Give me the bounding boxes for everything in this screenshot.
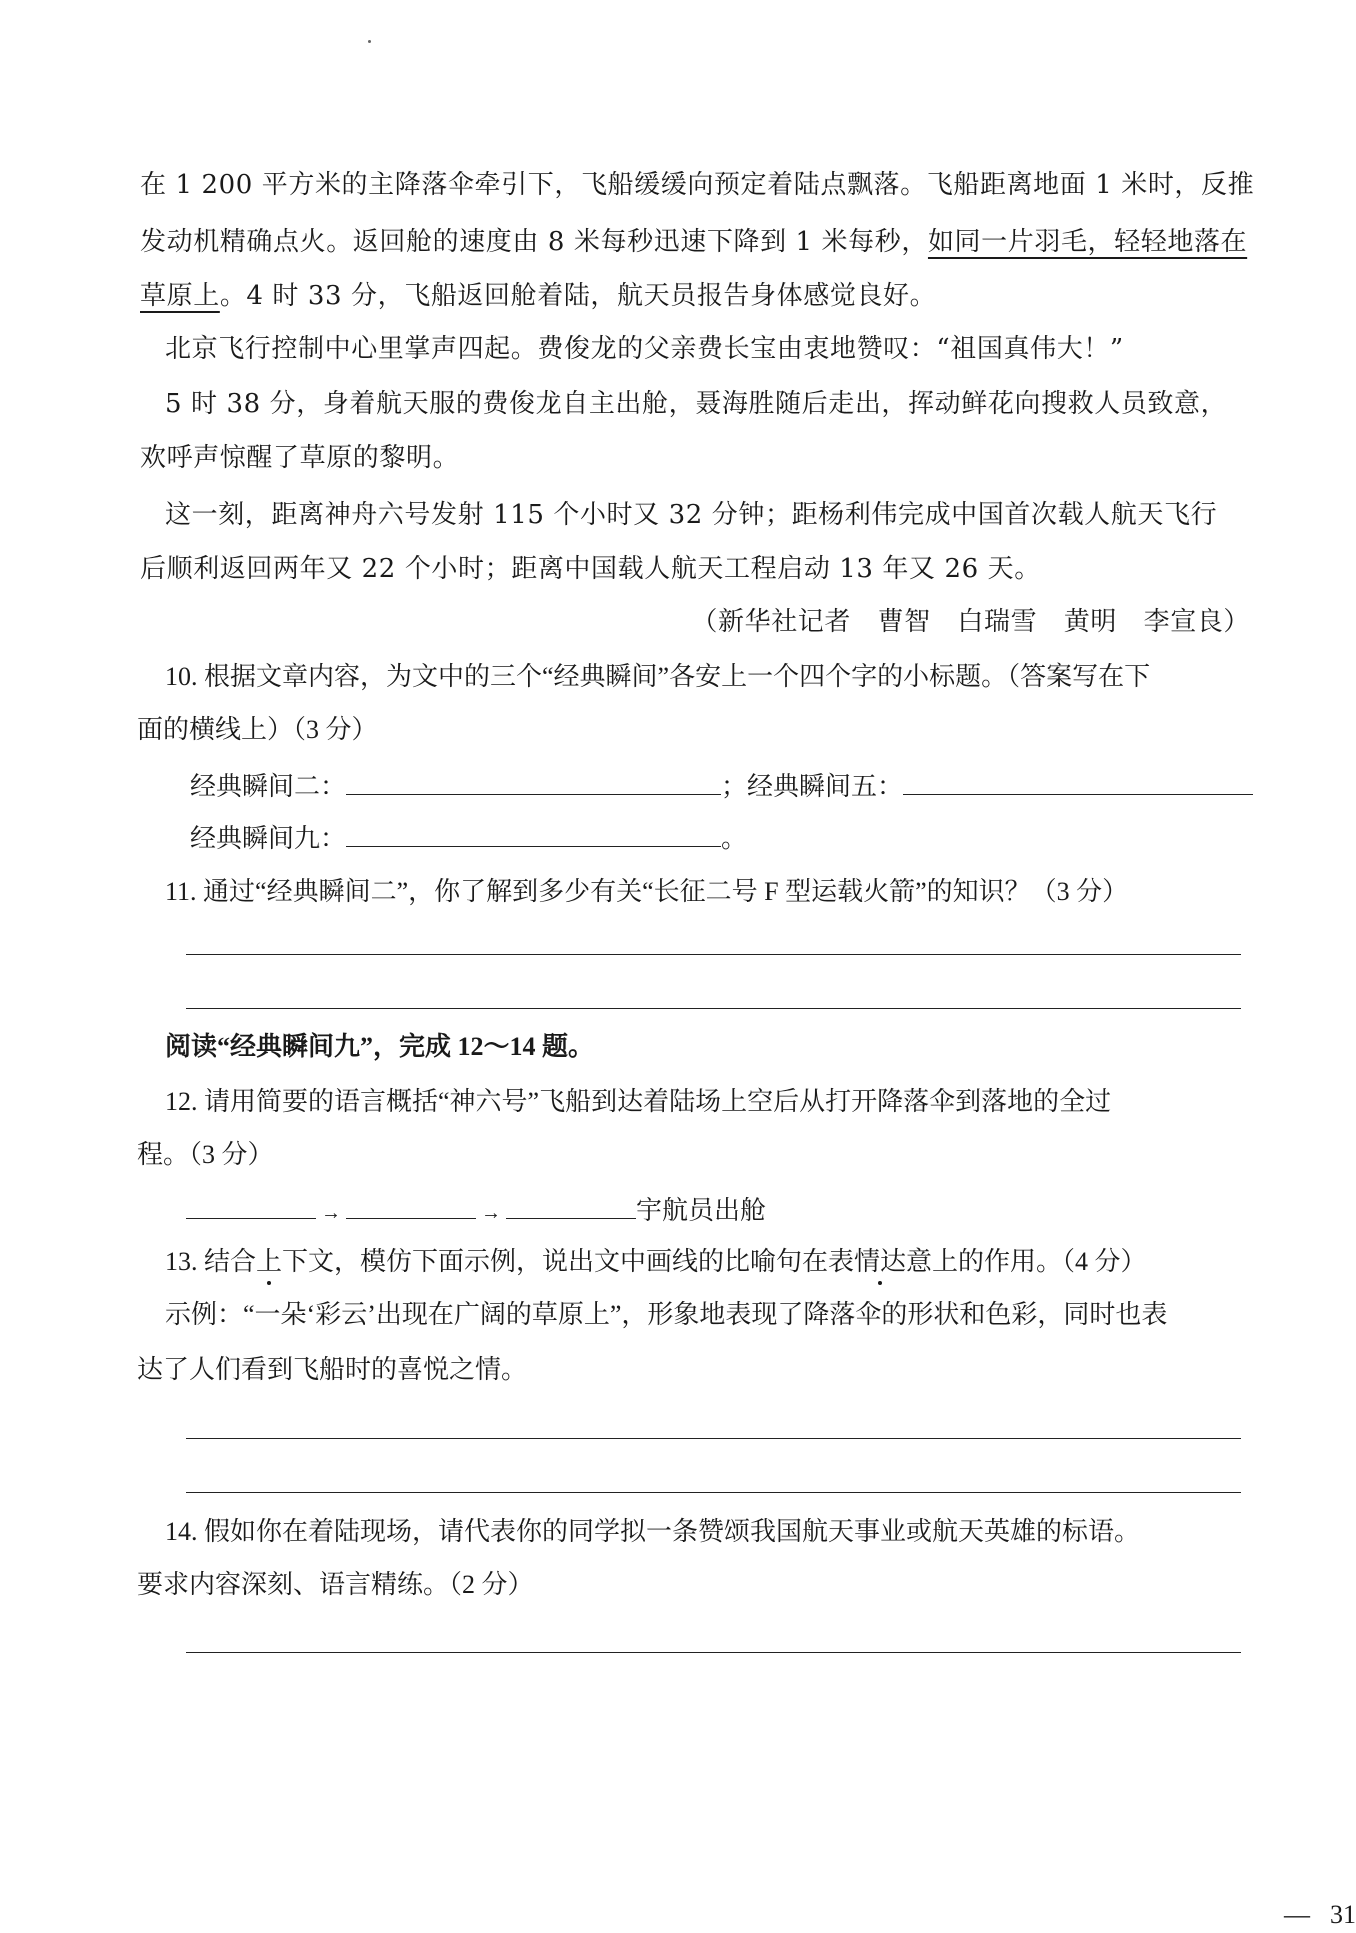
question-12: 12. 请用简要的语言概括“神六号”飞船到达着陆场上空后从打开降落伞到落地的全过 bbox=[165, 1087, 1112, 1116]
answer-line-11a[interactable] bbox=[186, 954, 1241, 955]
process-final-step: 宇航员出舱 bbox=[636, 1196, 767, 1225]
passage-paragraph-3-line-1: 5 时 38 分，身着航天服的费俊龙自主出舱，聂海胜随后走出，挥动鲜花向搜救人员致意， bbox=[165, 389, 1228, 419]
process-blank-3[interactable] bbox=[506, 1192, 636, 1219]
question-12-cont: 程。（3 分） bbox=[137, 1140, 274, 1169]
passage-paragraph-2: 北京飞行控制中心里掌声四起。费俊龙的父亲费长宝由衷地赞叹：“祖国真伟大！” bbox=[165, 334, 1124, 364]
question-10-cont: 面的横线上）（3 分） bbox=[137, 715, 378, 744]
process-blank-2[interactable] bbox=[346, 1192, 476, 1219]
passage-paragraph-4-line-1: 这一刻，距离神舟六号发射 115 个小时又 32 分钟；距杨利伟完成中国首次载人航天飞行 bbox=[165, 500, 1218, 530]
passage-line-2 bbox=[140, 225, 1247, 259]
answer-line-13a[interactable] bbox=[186, 1438, 1241, 1439]
answer-line-11b[interactable] bbox=[186, 1008, 1241, 1009]
label-moment-nine: 经典瞬间九： bbox=[190, 824, 347, 853]
answer-blank-moment-two[interactable] bbox=[346, 768, 721, 795]
question-10: 10. 根据文章内容，为文中的三个“经典瞬间”各安上一个四个字的小标题。（答案写在下 bbox=[165, 662, 1151, 691]
answer-row-10a bbox=[190, 768, 1253, 804]
process-blank-1[interactable] bbox=[186, 1192, 316, 1219]
example-line-2: 达了人们看到飞船时的喜悦之情。 bbox=[137, 1355, 528, 1384]
question-14: 14. 假如你在着陆现场，请代表你的同学拟一条赞颂我国航天事业或航天英雄的标语。 bbox=[165, 1517, 1141, 1546]
section-heading: 阅读“经典瞬间九”，完成 12～14 题。 bbox=[165, 1032, 595, 1061]
label-moment-five: 经典瞬间五： bbox=[747, 772, 904, 801]
passage-text: 。4 时 33 分，飞船返回舱着陆，航天员报告身体感觉良好。 bbox=[219, 281, 937, 311]
footer-dash: — bbox=[1284, 1900, 1310, 1929]
example-line-1: 示例：“一朵‘彩云’出现在广阔的草原上”，形象地表现了降落伞的形状和色彩，同时也表 bbox=[165, 1300, 1168, 1329]
question-14-cont: 要求内容深刻、语言精练。（2 分） bbox=[137, 1570, 534, 1599]
process-row bbox=[186, 1192, 766, 1230]
emphasized-phrase: 表情达意 bbox=[828, 1247, 933, 1276]
emphasized-phrase: 结合上下文 bbox=[204, 1247, 335, 1276]
arrow-icon: → bbox=[321, 1202, 341, 1224]
arrow-icon: → bbox=[481, 1202, 501, 1224]
passage-line-3 bbox=[140, 279, 936, 313]
answer-blank-moment-five[interactable] bbox=[903, 768, 1253, 795]
passage-text: 发动机精确点火。返回舱的速度由 8 米每秒迅速下降到 1 米每秒， bbox=[140, 227, 928, 257]
author-credit: （新华社记者 曹智 白瑞雪 黄明 李宣良） bbox=[691, 607, 1250, 637]
separator: ； bbox=[721, 772, 748, 801]
label-moment-two: 经典瞬间二： bbox=[190, 772, 347, 801]
question-text: ，模仿下面示例，说出文中画线的比喻句在 bbox=[334, 1247, 829, 1276]
question-number: 13. bbox=[165, 1247, 198, 1276]
question-13 bbox=[165, 1245, 1147, 1279]
scan-speck bbox=[368, 40, 371, 43]
underlined-simile: 如同一片羽毛，轻轻地落在 bbox=[927, 227, 1248, 257]
underlined-simile-end: 草原上 bbox=[140, 281, 220, 311]
answer-line-13b[interactable] bbox=[186, 1492, 1241, 1493]
page-number: 31 bbox=[1330, 1900, 1356, 1929]
passage-line-1: 在 1 200 平方米的主降落伞牵引下，飞船缓缓向预定着陆点飘落。飞船距离地面 1 米时，反推 bbox=[140, 170, 1255, 200]
answer-row-10b bbox=[190, 820, 747, 856]
passage-paragraph-3-line-2: 欢呼声惊醒了草原的黎明。 bbox=[140, 443, 460, 473]
question-11: 11. 通过“经典瞬间二”，你了解到多少有关“长征二号 F 型运载火箭”的知识？（3 分） bbox=[165, 877, 1129, 906]
question-text: 上的作用。（4 分） bbox=[932, 1247, 1147, 1276]
answer-line-14[interactable] bbox=[186, 1652, 1241, 1653]
answer-blank-moment-nine[interactable] bbox=[346, 820, 721, 847]
end-mark: 。 bbox=[721, 824, 748, 853]
passage-paragraph-4-line-2: 后顺利返回两年又 22 个小时；距离中国载人航天工程启动 13 年又 26 天。 bbox=[140, 554, 1041, 584]
